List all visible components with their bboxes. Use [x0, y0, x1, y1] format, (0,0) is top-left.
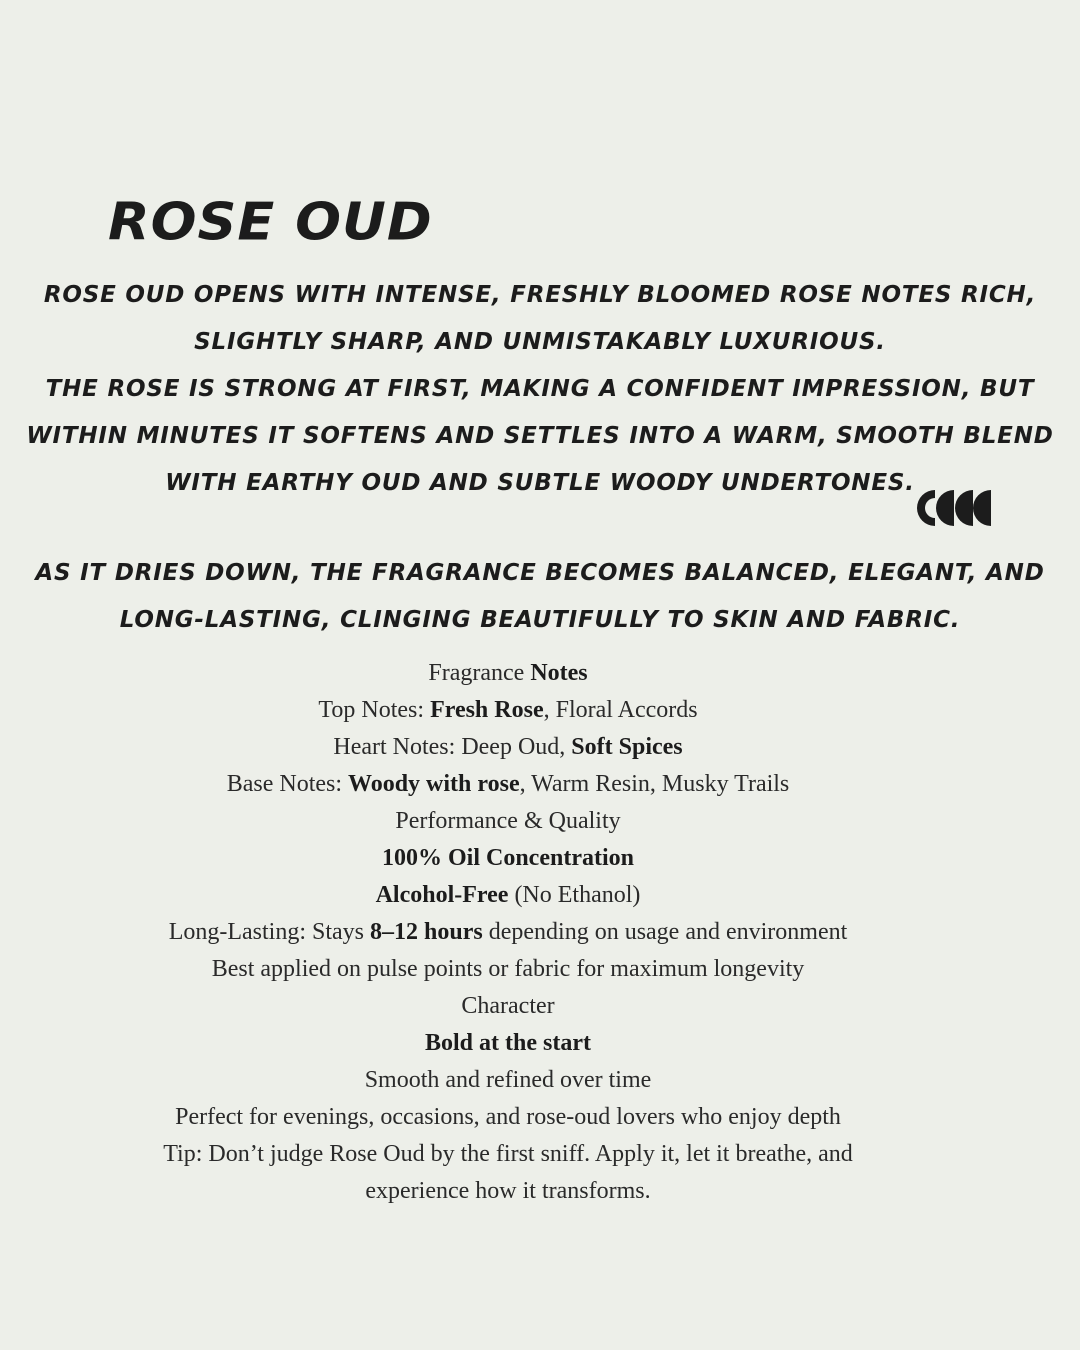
perfect-for: Perfect for evenings, occasions, and rose-oud lovers who enjoy depth — [175, 1104, 841, 1130]
heart-notes: Heart Notes: Deep Oud, Soft Spices — [333, 734, 683, 760]
intro-paragraph: ROSE OUD OPENS WITH INTENSE, FRESHLY BLOOMED ROSE NOTES RICH, SLIGHTLY SHARP, AND UNMISTAKABLY LUXURIOUS. THE ROSE IS STRONG AT FIRST, MAKING A CONFIDENT IMPRESSION, BUT WITHIN MINUTES IT SOFTENS AND SETTLES INTO A WARM, SMOOTH BLEND WITH EARTHY OUD AND SUBTLE WOODY UNDERTONES. — [26, 282, 1054, 496]
tip-line-2: experience how it transforms. — [365, 1178, 651, 1204]
smooth-over-time: Smooth and refined over time — [364, 1067, 652, 1093]
quote-mark-icon — [917, 488, 993, 528]
tip-line-1: Tip: Don’t judge Rose Oud by the first sniff. Apply it, let it breathe, and — [163, 1141, 853, 1167]
base-notes: Base Notes: Woody with rose, Warm Resin, Musky Trails — [226, 771, 790, 797]
page-title: ROSE OUD — [108, 191, 433, 252]
oil-concentration: 100% Oil Concentration — [382, 845, 634, 871]
application-tip: Best applied on pulse points or fabric for maximum longevity — [211, 956, 805, 982]
alcohol-free: Alcohol-Free (No Ethanol) — [375, 882, 641, 908]
character-heading: Character — [461, 993, 555, 1019]
product-details — [0, 655, 1016, 1210]
notes-heading: Fragrance Notes — [428, 660, 588, 686]
long-lasting: Long-Lasting: Stays 8–12 hours depending on usage and environment — [168, 919, 848, 945]
dry-down-paragraph: AS IT DRIES DOWN, THE FRAGRANCE BECOMES BALANCED, ELEGANT, AND LONG-LASTING, CLINGING BEAUTIFULLY TO SKIN AND FABRIC. — [35, 560, 1045, 633]
bold-start: Bold at the start — [425, 1030, 591, 1056]
top-notes: Top Notes: Fresh Rose, Floral Accords — [318, 697, 698, 723]
performance-heading: Performance & Quality — [395, 808, 621, 834]
